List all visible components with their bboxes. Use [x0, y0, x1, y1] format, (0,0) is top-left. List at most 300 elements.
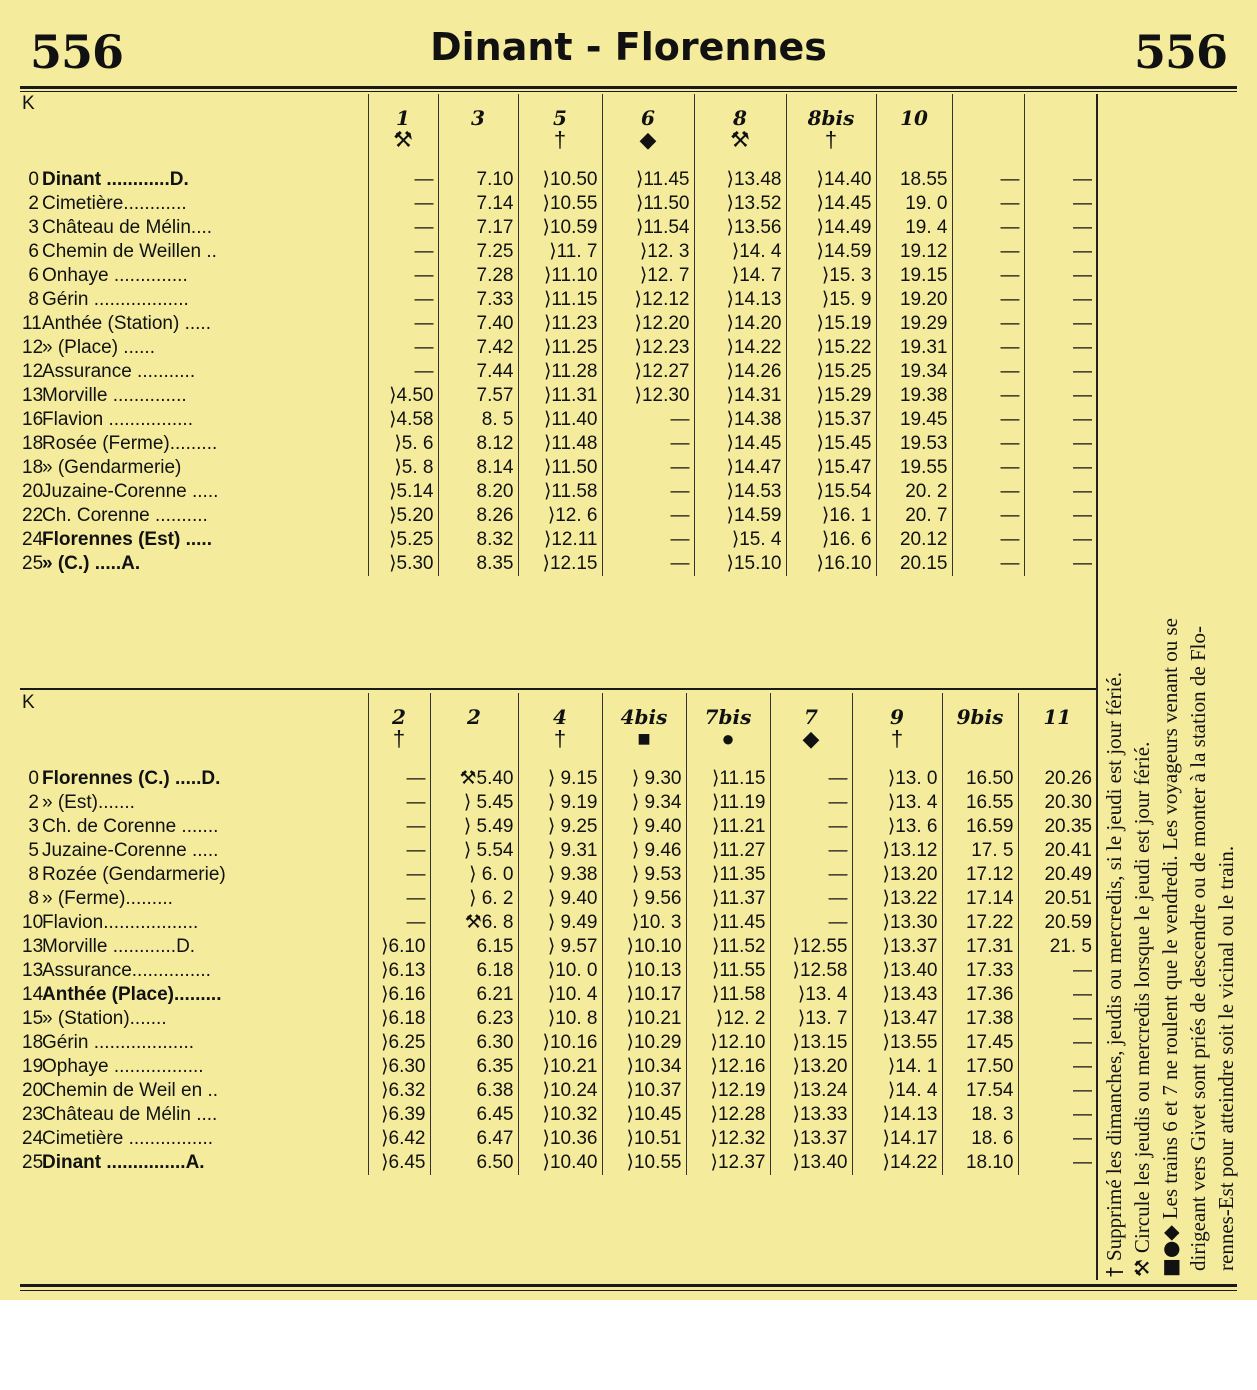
time-cell: 21. 5: [1018, 935, 1096, 959]
time-cell: 20. 7: [876, 504, 952, 528]
time-cell: —: [1024, 408, 1096, 432]
train-symbol-icon: †: [553, 127, 567, 152]
time-cell: ⟩14.40: [786, 168, 876, 192]
time-cell: 6.30: [430, 1031, 518, 1055]
time-cell: ⟩14. 1: [852, 1055, 942, 1079]
km-cell: 10: [22, 912, 44, 933]
footnote-symbol-icon: †: [1102, 1267, 1126, 1277]
time-cell: ⟩16. 1: [786, 504, 876, 528]
time-cell: ⟩10.24: [518, 1079, 602, 1103]
time-cell: —: [952, 240, 1024, 264]
time-cell: ⟩11. 7: [518, 240, 602, 264]
station-column-header: [40, 693, 368, 767]
time-cell: ⟩10.45: [602, 1103, 686, 1127]
km-cell: 16: [22, 409, 44, 430]
time-cell: ⟩5.20: [368, 504, 438, 528]
km-cell: 13: [22, 960, 44, 981]
train-column-header: [430, 693, 518, 767]
time-cell: 20.41: [1018, 839, 1096, 863]
train-number: 9: [890, 705, 904, 729]
time-cell: 18. 6: [942, 1127, 1018, 1151]
time-cell: —: [952, 480, 1024, 504]
time-cell: ⟩12.55: [770, 935, 852, 959]
train-number: 4bis: [620, 705, 668, 729]
table-row: [20, 360, 1096, 384]
time-cell: 18. 3: [942, 1103, 1018, 1127]
time-cell: —: [952, 432, 1024, 456]
inbound-timetable: [20, 693, 1096, 1175]
km-cell: 12: [22, 361, 44, 382]
train-number: 7: [804, 705, 818, 729]
time-cell: ⟩13.22: [852, 887, 942, 911]
time-cell: —: [1018, 1007, 1096, 1031]
time-cell: 6.38: [430, 1079, 518, 1103]
time-cell: ⟩10.51: [602, 1127, 686, 1151]
time-cell: ⟩15.19: [786, 312, 876, 336]
time-cell: 7.17: [438, 216, 518, 240]
km-cell: 0: [28, 169, 39, 190]
time-cell: ⟩13.33: [770, 1103, 852, 1127]
time-cell: ⟩ 9.40: [518, 887, 602, 911]
time-cell: ⟩6.39: [368, 1103, 430, 1127]
time-cell: —: [770, 863, 852, 887]
train-number: 10: [900, 106, 928, 130]
time-cell: ⚒5.40: [430, 767, 518, 791]
time-cell: —: [1024, 168, 1096, 192]
time-cell: —: [1018, 959, 1096, 983]
time-cell: ⟩10. 0: [518, 959, 602, 983]
time-cell: —: [770, 887, 852, 911]
time-cell: ⟩13.43: [852, 983, 942, 1007]
time-cell: 19. 4: [876, 216, 952, 240]
time-cell: ⟩10.17: [602, 983, 686, 1007]
time-cell: ⟩14. 4: [694, 240, 786, 264]
time-cell: 20.15: [876, 552, 952, 576]
time-cell: —: [602, 456, 694, 480]
bottom-rule: [20, 1284, 1237, 1287]
time-cell: ⟩11.27: [686, 839, 770, 863]
time-cell: ⟩10.59: [518, 216, 602, 240]
time-cell: ⟩12.16: [686, 1055, 770, 1079]
time-cell: —: [952, 360, 1024, 384]
time-cell: 16.55: [942, 791, 1018, 815]
page-title: Dinant - Florennes: [430, 25, 827, 69]
station-name: » (C.) .....A.: [42, 553, 141, 574]
train-column-header: [438, 94, 518, 168]
station-name: » (Gendarmerie): [42, 457, 182, 478]
table-row: [20, 384, 1096, 408]
time-cell: ⟩11.21: [686, 815, 770, 839]
km-cell: 12: [22, 337, 44, 358]
time-cell: ⟩12.27: [602, 360, 694, 384]
time-cell: —: [368, 240, 438, 264]
time-cell: ⟩10. 3: [602, 911, 686, 935]
time-cell: ⟩ 9.19: [518, 791, 602, 815]
time-cell: 17. 5: [942, 839, 1018, 863]
time-cell: —: [368, 312, 438, 336]
time-cell: ⟩14.26: [694, 360, 786, 384]
time-cell: 6.35: [430, 1055, 518, 1079]
train-column-header: [876, 94, 952, 168]
footnote-symbol-icon: ■●◆: [1158, 1225, 1182, 1277]
time-cell: 17.31: [942, 935, 1018, 959]
footnote-text: Circule les jeudis ou mercredis lorsque le jeudi est jour férié.: [1130, 741, 1154, 1254]
train-column-header: [852, 693, 942, 767]
table-row: [20, 863, 1096, 887]
table-row: [20, 504, 1096, 528]
time-cell: 19.20: [876, 288, 952, 312]
time-cell: —: [952, 216, 1024, 240]
time-cell: —: [952, 192, 1024, 216]
time-cell: —: [602, 504, 694, 528]
time-cell: ⟩6.45: [368, 1151, 430, 1175]
table-row: [20, 1103, 1096, 1127]
time-cell: —: [952, 456, 1024, 480]
time-cell: ⟩12. 7: [602, 264, 694, 288]
time-cell: —: [1024, 528, 1096, 552]
table-row: [20, 1151, 1096, 1175]
bottom-rule-thin: [20, 1290, 1237, 1291]
time-cell: 8.14: [438, 456, 518, 480]
time-cell: ⟩13.24: [770, 1079, 852, 1103]
time-cell: ⟩ 9.49: [518, 911, 602, 935]
time-cell: 19.31: [876, 336, 952, 360]
time-cell: ⟩13.37: [770, 1127, 852, 1151]
time-cell: ⟩11.55: [686, 959, 770, 983]
station-name: Anthée (Place).........: [42, 984, 222, 1005]
time-cell: —: [1018, 983, 1096, 1007]
time-cell: —: [952, 408, 1024, 432]
time-cell: 19.29: [876, 312, 952, 336]
time-cell: ⟩ 9.56: [602, 887, 686, 911]
outbound-timetable: [20, 94, 1096, 576]
time-cell: 7.10: [438, 168, 518, 192]
footnotes-panel: [1096, 94, 1242, 1280]
time-cell: ⟩10.55: [602, 1151, 686, 1175]
km-cell: 2: [28, 193, 39, 214]
time-cell: —: [952, 264, 1024, 288]
time-cell: ⟩11.45: [602, 168, 694, 192]
train-column-header: [694, 94, 786, 168]
header-rule-thin: [20, 91, 1237, 92]
km-cell: 19: [22, 1056, 44, 1077]
time-cell: 20.30: [1018, 791, 1096, 815]
time-cell: ⟩12.58: [770, 959, 852, 983]
station-name: Château de Mélin....: [42, 217, 213, 238]
station-name: Gérin ..................: [42, 289, 189, 310]
time-cell: —: [368, 911, 430, 935]
km-cell: 3: [28, 816, 39, 837]
time-cell: ⟩ 9.31: [518, 839, 602, 863]
time-cell: —: [602, 480, 694, 504]
footnote-text: Supprimé les dimanches, jeudis ou mercredis, si le jeudi est jour férié.: [1102, 671, 1126, 1261]
time-cell: ⟩15.29: [786, 384, 876, 408]
time-cell: 8.20: [438, 480, 518, 504]
station-name: Rozée (Gendarmerie): [42, 864, 226, 885]
time-cell: —: [770, 839, 852, 863]
time-cell: 18.55: [876, 168, 952, 192]
train-column-header: [942, 693, 1018, 767]
time-cell: 17.22: [942, 911, 1018, 935]
time-cell: ⟩12. 6: [518, 504, 602, 528]
time-cell: ⟩13.15: [770, 1031, 852, 1055]
train-column-header: [786, 94, 876, 168]
table-row: [20, 312, 1096, 336]
km-cell: 11: [22, 313, 42, 334]
time-cell: ⟩12. 3: [602, 240, 694, 264]
time-cell: ⟩14.49: [786, 216, 876, 240]
table-row: [20, 935, 1096, 959]
km-cell: 13: [22, 936, 44, 957]
time-cell: 8. 5: [438, 408, 518, 432]
train-column-header: [368, 693, 430, 767]
time-cell: ⟩10.55: [518, 192, 602, 216]
km-cell: 2: [28, 792, 39, 813]
time-cell: ⟩14.53: [694, 480, 786, 504]
time-cell: ⟩12.30: [602, 384, 694, 408]
time-cell: 20.59: [1018, 911, 1096, 935]
table-row: [20, 168, 1096, 192]
km-column-header: K: [22, 93, 35, 114]
time-cell: ⟩11.15: [518, 288, 602, 312]
time-cell: ⟩14.22: [694, 336, 786, 360]
time-cell: ⟩6.25: [368, 1031, 430, 1055]
table-row: [20, 408, 1096, 432]
table-row: [20, 336, 1096, 360]
time-cell: ⟩16.10: [786, 552, 876, 576]
station-name: » (Station).......: [42, 1008, 167, 1029]
time-cell: 19.53: [876, 432, 952, 456]
time-cell: ⟩12.20: [602, 312, 694, 336]
time-cell: 19.38: [876, 384, 952, 408]
train-column-header: [1018, 693, 1096, 767]
table-number-left: 556: [30, 25, 124, 79]
time-cell: 20. 2: [876, 480, 952, 504]
time-cell: ⟩12.19: [686, 1079, 770, 1103]
time-cell: ⟩14.59: [694, 504, 786, 528]
table-row: [20, 1031, 1096, 1055]
time-cell: —: [368, 288, 438, 312]
time-cell: —: [1018, 1151, 1096, 1175]
time-cell: ⟩ 9.57: [518, 935, 602, 959]
table-row: [20, 911, 1096, 935]
time-cell: ⟩10.34: [602, 1055, 686, 1079]
station-name: Dinant ............D.: [42, 169, 189, 190]
time-cell: —: [1024, 312, 1096, 336]
table-row: [20, 959, 1096, 983]
time-cell: ⟩15. 9: [786, 288, 876, 312]
time-cell: ⟩ 5.49: [430, 815, 518, 839]
train-column-header: [518, 693, 602, 767]
table-row: [20, 456, 1096, 480]
time-cell: ⟩12.28: [686, 1103, 770, 1127]
time-cell: ⟩13.55: [852, 1031, 942, 1055]
time-cell: 17.54: [942, 1079, 1018, 1103]
time-cell: ⟩16. 6: [786, 528, 876, 552]
km-cell: 18: [22, 1032, 44, 1053]
time-cell: —: [368, 887, 430, 911]
time-cell: ⟩12. 2: [686, 1007, 770, 1031]
time-cell: ⟩ 9.15: [518, 767, 602, 791]
time-cell: ⟩14.20: [694, 312, 786, 336]
time-cell: —: [1024, 288, 1096, 312]
time-cell: ⟩15.10: [694, 552, 786, 576]
table-row: [20, 432, 1096, 456]
station-name: Ophaye .................: [42, 1056, 204, 1077]
train-symbol-icon: ◆: [802, 726, 820, 751]
train-symbol-icon: †: [553, 726, 567, 751]
time-cell: 19.45: [876, 408, 952, 432]
km-cell: 0: [28, 768, 39, 789]
station-name: Dinant ...............A.: [42, 1152, 205, 1173]
time-cell: ⟩13. 4: [852, 791, 942, 815]
time-cell: ⟩15.47: [786, 456, 876, 480]
time-cell: 7.28: [438, 264, 518, 288]
section-rule: [20, 688, 1096, 690]
time-cell: ⟩14.45: [694, 432, 786, 456]
time-cell: ⟩10. 4: [518, 983, 602, 1007]
time-cell: 7.33: [438, 288, 518, 312]
table-row: [20, 791, 1096, 815]
time-cell: 17.36: [942, 983, 1018, 1007]
station-name: Cimetière............: [42, 193, 187, 214]
footnote-line: [1128, 97, 1156, 1277]
time-cell: ⟩12.37: [686, 1151, 770, 1175]
time-cell: —: [770, 911, 852, 935]
train-number: 8: [733, 106, 747, 130]
table-row: [20, 240, 1096, 264]
time-cell: 6.15: [430, 935, 518, 959]
time-cell: —: [770, 791, 852, 815]
km-cell: 23: [22, 1104, 44, 1125]
km-cell: 24: [22, 1128, 44, 1149]
station-name: Gérin ...................: [42, 1032, 195, 1053]
time-cell: ⟩13.40: [852, 959, 942, 983]
time-cell: ⟩11.48: [518, 432, 602, 456]
station-name: Chemin de Weillen ..: [42, 241, 217, 262]
table-row: [20, 552, 1096, 576]
time-cell: ⟩13.47: [852, 1007, 942, 1031]
time-cell: ⟩10.10: [602, 935, 686, 959]
time-cell: ⟩6.16: [368, 983, 430, 1007]
time-cell: ⟩14.13: [694, 288, 786, 312]
train-column-header: [770, 693, 852, 767]
time-cell: ⟩4.58: [368, 408, 438, 432]
table-row: [20, 528, 1096, 552]
time-cell: ⟩14.47: [694, 456, 786, 480]
time-cell: ⟩15. 4: [694, 528, 786, 552]
time-cell: 17.12: [942, 863, 1018, 887]
station-name: Château de Mélin ....: [42, 1104, 218, 1125]
time-cell: —: [1024, 456, 1096, 480]
time-cell: ⟩14. 4: [852, 1079, 942, 1103]
table-row: [20, 767, 1096, 791]
time-cell: —: [602, 552, 694, 576]
time-cell: ⟩13.52: [694, 192, 786, 216]
station-name: Assurance ...........: [42, 361, 196, 382]
train-symbol-icon: †: [824, 127, 838, 152]
time-cell: ⟩6.32: [368, 1079, 430, 1103]
time-cell: ⟩5.25: [368, 528, 438, 552]
time-cell: ⟩12.15: [518, 552, 602, 576]
time-cell: ⟩10.36: [518, 1127, 602, 1151]
time-cell: —: [952, 504, 1024, 528]
time-cell: ⟩15. 3: [786, 264, 876, 288]
time-cell: ⟩13.20: [770, 1055, 852, 1079]
time-cell: 17.50: [942, 1055, 1018, 1079]
train-column-header: [602, 693, 686, 767]
time-cell: ⟩ 9.46: [602, 839, 686, 863]
time-cell: ⟩ 5.45: [430, 791, 518, 815]
time-cell: —: [1018, 1055, 1096, 1079]
time-cell: —: [770, 767, 852, 791]
train-number: 3: [471, 106, 485, 130]
time-cell: ⟩5. 6: [368, 432, 438, 456]
time-cell: —: [368, 767, 430, 791]
outbound-header-row: [20, 94, 1096, 168]
time-cell: ⟩10.16: [518, 1031, 602, 1055]
time-cell: —: [368, 839, 430, 863]
km-cell: 22: [22, 505, 44, 526]
train-number: 9bis: [956, 705, 1004, 729]
time-cell: 16.50: [942, 767, 1018, 791]
time-cell: ⟩11.28: [518, 360, 602, 384]
time-cell: ⟩12.10: [686, 1031, 770, 1055]
station-name: Anthée (Station) .....: [42, 313, 211, 334]
time-cell: ⟩13. 0: [852, 767, 942, 791]
time-cell: ⟩10.21: [602, 1007, 686, 1031]
time-cell: ⟩11.50: [518, 456, 602, 480]
table-row: [20, 1079, 1096, 1103]
time-cell: 20.49: [1018, 863, 1096, 887]
train-column-header: [602, 94, 694, 168]
table-row: [20, 288, 1096, 312]
train-column-header: [368, 94, 438, 168]
time-cell: —: [1024, 480, 1096, 504]
km-cell: 6: [28, 265, 39, 286]
time-cell: 20.12: [876, 528, 952, 552]
time-cell: ⟩6.18: [368, 1007, 430, 1031]
station-column-header: [40, 94, 368, 168]
time-cell: ⟩13.30: [852, 911, 942, 935]
time-cell: ⟩14. 7: [694, 264, 786, 288]
time-cell: ⟩11.58: [686, 983, 770, 1007]
station-name: Juzaine-Corenne .....: [42, 481, 219, 502]
time-cell: —: [368, 815, 430, 839]
time-cell: 7.40: [438, 312, 518, 336]
train-symbol-icon: ●: [721, 726, 735, 751]
time-cell: ⟩11.35: [686, 863, 770, 887]
time-cell: —: [602, 528, 694, 552]
time-cell: 18.10: [942, 1151, 1018, 1175]
time-cell: —: [1024, 192, 1096, 216]
time-cell: 8.12: [438, 432, 518, 456]
time-cell: 7.42: [438, 336, 518, 360]
km-cell: 3: [28, 217, 39, 238]
train-column-header: [952, 94, 1024, 168]
time-cell: —: [1018, 1127, 1096, 1151]
time-cell: ⟩11.45: [686, 911, 770, 935]
time-cell: ⟩6.13: [368, 959, 430, 983]
table-row: [20, 480, 1096, 504]
time-cell: —: [1024, 432, 1096, 456]
time-cell: —: [368, 168, 438, 192]
time-cell: 17.38: [942, 1007, 1018, 1031]
time-cell: 7.57: [438, 384, 518, 408]
time-cell: 6.45: [430, 1103, 518, 1127]
station-name: » (Ferme).........: [42, 888, 173, 909]
train-symbol-icon: ⚒: [393, 127, 413, 152]
